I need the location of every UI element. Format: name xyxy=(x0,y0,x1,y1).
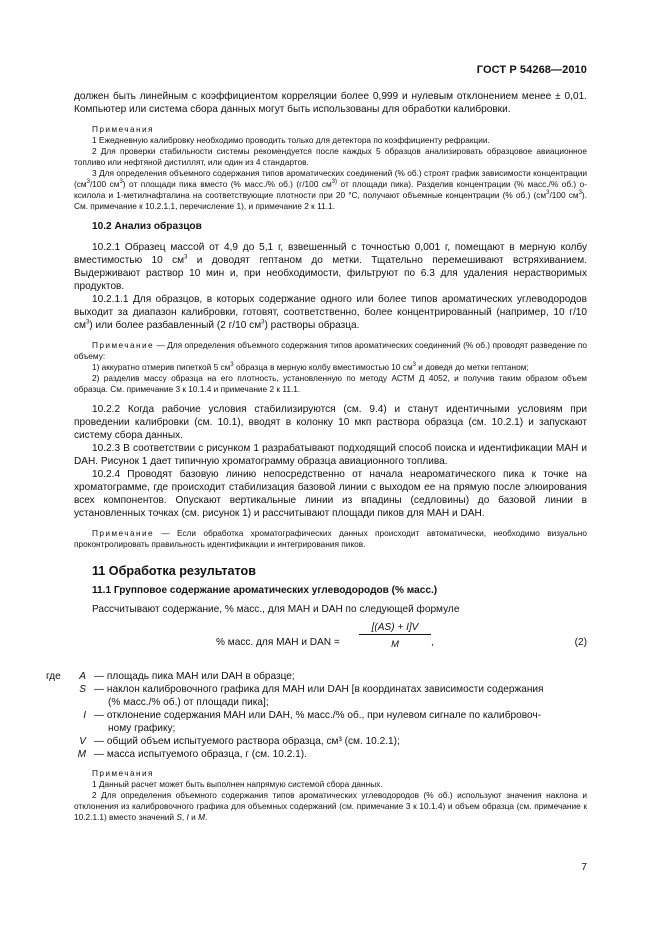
standard-header: ГОСТ Р 54268—2010 xyxy=(476,64,587,76)
definition-text: — общий объем испытуемого раствора образца, см³ (см. 10.2.1); xyxy=(94,736,400,747)
note-item: 2) разделив массу образца на его плотность, установленную по методу АСТМ Д 4052, и получив таким образом объем образца. См. примечание 3 к 10.1.4 и примечание 2 к 11.1. xyxy=(74,373,587,394)
symbol: V xyxy=(79,736,86,747)
symbol: S xyxy=(79,684,86,695)
definition-text: — масса испытуемого образца, г (см. 10.2.1). xyxy=(94,749,307,760)
formula-lhs: % масс. для МАН и DAN = xyxy=(216,637,340,648)
notes-title: Примечания xyxy=(92,768,154,778)
definition-text: — площадь пика МАН или DAH в образце; xyxy=(94,671,295,682)
definition-S xyxy=(74,683,587,709)
formula-number: (2) xyxy=(574,637,587,648)
note-paragraph: Примечание — Если обработка хроматографических данных происходит автоматически, необходимо визуально проконтролировать правильность идентификации и интегрирования пиков. xyxy=(74,528,587,549)
document-body xyxy=(46,90,587,823)
subsection-heading: 11.1 Групповое содержание ароматических углеводородов (% масс.) xyxy=(92,585,438,596)
formula-comma: , xyxy=(431,637,434,648)
formula-denominator: M xyxy=(391,638,399,649)
section-heading: 10.2 Анализ образцов xyxy=(92,221,202,232)
note-item: 3 Для определения объемного содержания типов ароматических соединений (% об.) строят график зависимости концентрации ($см^3/100$ $см^3$) от площади пика вместо (% масс./% об.) (г/100 $см^{3)}$ от площади пика). Разделив концентрации (% масс./% об.) о-ксилола и 1-метилнафталина на соответствующие плотности при 20 °С, получают объемные концентрации (% об.) ($см^3/100$ $см^3$). См. примечание к 10.2.1.1, перечисление 1), и примечание 2 к 11.1. xyxy=(74,168,587,211)
page-number: 7 xyxy=(581,862,587,873)
note-item: 2 Для проверки стабильности системы рекомендуется после каждых 5 образцов анализировать образцовое авиационное топливо или нефтяной дистиллят, или один из 4 стандартов. xyxy=(74,146,587,167)
definition-V xyxy=(74,735,587,748)
symbol: I xyxy=(83,710,86,721)
paragraph: 10.2.4 Проводят базовую линию непосредственно от начала неароматического пика к точке на хроматограмме, где происходит стабилизация базовой линии с выходом ее на прямую после элюирования всех компонентов. Опускают вертикальные линии из впадины (седловины) до базовой линии в установленных точках (см. рисунок 1) и рассчитывают площади пиков для МАН и DAH. xyxy=(74,469,587,519)
formula xyxy=(74,622,587,666)
formula-numerator: [(AS) + I]V xyxy=(359,622,431,635)
definition-text: (% масс./% об.) от площади пика]; xyxy=(108,697,269,708)
paragraph: 10.2.3 В соответствии с рисунком 1 разрабатывают подходящий способ поиска и идентификации МАН и DAH. Рисунок 1 дает типичную хроматограмму образца авиационного топлива. xyxy=(74,443,587,467)
definition-text: — отклонение содержания МАН или DAH, % масс./% об., при нулевом сигнале по калибровоч- xyxy=(94,710,541,721)
paragraph: 10.2.1.1 Для образцов, в которых содержание одного или более типов ароматических углеводородов выходит за диапазон калибровки, готовят, соответственно, более концентрированный (например, 10 г/10 $см^3$) или более разбавленный (2 г/10 $см^3$) растворы образца. xyxy=(74,294,587,331)
note-item: 1 Ежедневную калибровку необходимо проводить только для детектора по коэффициенту рефракции. xyxy=(92,135,490,145)
where-label: где xyxy=(46,671,61,682)
intro-paragraph: должен быть линейным с коэффициентом корреляции более 0,999 и нулевым отклонением менее ± 0,01. Компьютер или система сбора данных могут быть использованы для обработки калибровки. xyxy=(74,91,587,115)
section-heading: 11 Обработка результатов xyxy=(92,564,256,578)
formula-fraction xyxy=(359,622,431,649)
definition-I xyxy=(74,709,587,735)
note-item: 2 Для определения объемного содержания типов ароматических углеводородов (% об.) используют значения наклона и отклонения из калибровочного графика для объемных содержаний (см. примечание 3 к 10.1.4) и объем образца (см. примечание к 10.2.1.1) вместо значений S, I и M. xyxy=(74,790,587,822)
paragraph: 10.2.1 Образец массой от 4,9 до 5,1 г, взвешенный с точностью 0,001 г, помещают в мерную колбу вместимостью 10 $см^3$ и доводят гептаном до метки. Тщательно перемешивают встряхиванием. Выдерживают раствор 10 мин и, при необходимости, фильтруют по 6.3 для удаления нерастворимых продуктов. xyxy=(74,242,587,292)
notes-title: Примечания xyxy=(92,124,154,134)
note-item: 1 Данный расчет может быть выполнен напрямую системой сбора данных. xyxy=(92,779,383,789)
note-item: 1) аккуратно отмерив пипеткой 5 $см^3$ образца в мерную колбу вместимостью 10 $см^3$ и доведя до метки гептаном; xyxy=(92,362,529,372)
symbol: A xyxy=(79,671,86,682)
definition-text: — наклон калибровочного графика для МАН или DAH [в координатах зависимости содержания xyxy=(94,684,544,695)
symbol: M xyxy=(77,749,86,760)
note-paragraph: Примечание — Для определения объемного содержания типов ароматических соединений (% об.) проводят разведение по объему: xyxy=(74,340,587,361)
definition-M xyxy=(74,748,587,761)
definition-text: ному графику; xyxy=(108,723,176,734)
definition-A xyxy=(46,670,587,683)
paragraph: Рассчитывают содержание, % масс., для МАН и DAH по следующей формуле xyxy=(92,604,460,615)
paragraph: 10.2.2 Когда рабочие условия стабилизируются (см. 9.4) и станут идентичными условиям при проведении калибровки (см. 10.1), вводят в колонку 10 мкп раствора образца (см. 10.2.1) и запускают систему сбора данных. xyxy=(74,404,587,441)
